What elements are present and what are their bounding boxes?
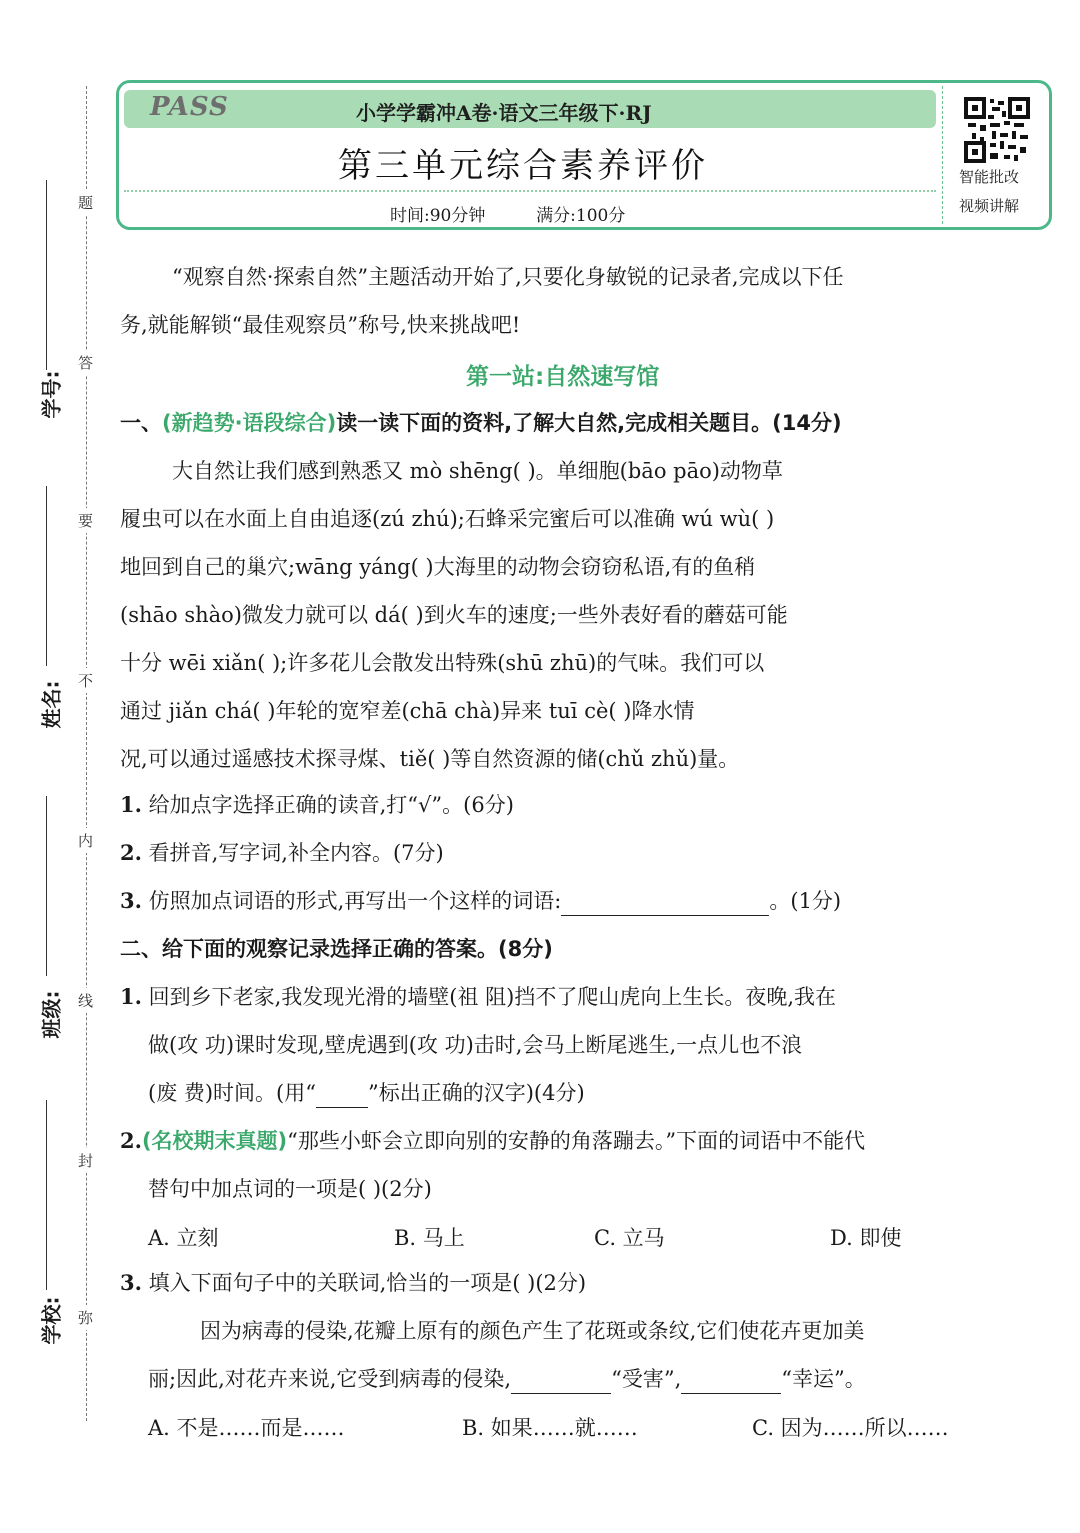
answer-blank[interactable]	[511, 1371, 611, 1394]
full-score: 满分:100分	[536, 206, 626, 226]
qr-divider	[942, 86, 943, 224]
student-id-line[interactable]	[46, 180, 47, 370]
page-title: 第三单元综合素养评价	[338, 146, 708, 186]
question-1-2: 2. 看拼音,写字词,补全内容。(7分)	[120, 840, 444, 865]
qr-caption-video: 视频讲解	[959, 197, 1020, 215]
class-label: 班级:	[39, 990, 64, 1039]
class-line[interactable]	[46, 796, 47, 976]
option-d[interactable]: D. 即使	[830, 1226, 902, 1250]
answer-blank[interactable]	[681, 1371, 781, 1394]
cut-char: 线	[78, 988, 93, 1013]
cut-char: 内	[78, 828, 93, 853]
passage-line: 通过 jiǎn chá( )年轮的宽窄差(chā chà)异来 tuī cè( )降水情	[120, 699, 695, 723]
question-1-3: 3. 仿照加点词语的形式,再写出一个这样的词语: 。(1分)	[120, 886, 1050, 916]
passage-line: 况,可以通过遥感技术探寻煤、tiě( )等自然资源的储(chǔ zhǔ)量。	[120, 747, 740, 771]
cut-char: 要	[78, 508, 93, 533]
question-2-2: 2.(名校期末真题)“那些小虾会立即向别的安静的角落蹦去。”下面的词语中不能代	[120, 1128, 866, 1153]
question-2-1-line: 做(攻 功)课时发现,壁虎遇到(攻 功)击时,会马上断尾逃生,一点儿也不浪	[148, 1033, 803, 1057]
time-limit: 时间:90分钟	[390, 206, 486, 226]
header-divider	[124, 190, 936, 192]
intro-line-2: 务,就能解锁“最佳观察员”称号,快来挑战吧!	[120, 313, 521, 337]
qr-code-icon[interactable]	[964, 97, 1030, 163]
question-2-3-text: 因为病毒的侵染,花瓣上原有的颜色产生了花斑或条纹,它们使花卉更加美	[200, 1319, 865, 1343]
option-c[interactable]: C. 因为……所以……	[752, 1416, 949, 1440]
name-line[interactable]	[46, 486, 47, 666]
cut-char: 封	[78, 1148, 93, 1173]
cut-char: 不	[78, 668, 93, 693]
passage-line: 十分 wēi xiǎn( );许多花儿会散发出特殊(shū zhū)的气味。我们可以	[120, 651, 765, 675]
section1-heading: 一、(新趋势·语段综合)读一读下面的资料,了解大自然,完成相关题目。(14分)	[120, 411, 842, 435]
cut-char: 题	[78, 190, 93, 215]
option-a[interactable]: A. 立刻	[148, 1226, 219, 1250]
intro-line-1: “观察自然·探索自然”主题活动开始了,只要化身敏锐的记录者,完成以下任	[172, 265, 844, 289]
qr-caption-grading: 智能批改	[959, 168, 1020, 186]
question-2-3-text: 丽;因此,对花卉来说,它受到病毒的侵染, “受害”, “幸运”。	[148, 1364, 1078, 1394]
option-a[interactable]: A. 不是……而是……	[148, 1416, 345, 1440]
passage-line: 大自然让我们感到熟悉又 mò shēng( )。单细胞(bāo pāo)动物草	[172, 459, 783, 483]
pass-logo: PASS	[150, 92, 229, 122]
passage-line: 地回到自己的巢穴;wāng yáng( )大海里的动物会窃窃私语,有的鱼稍	[120, 555, 756, 579]
question-1-1: 1. 给加点字选择正确的读音,打“√”。(6分)	[120, 792, 514, 817]
series-name: 小学学霸冲A卷·语文三年级下·RJ	[356, 101, 652, 125]
mark-blank	[316, 1085, 368, 1108]
seal-cut-line	[86, 86, 87, 1421]
exam-info	[390, 201, 625, 226]
question-2-2-tag: (名校期末真题)	[141, 1129, 288, 1153]
question-2-3: 3. 填入下面句子中的关联词,恰当的一项是( )(2分)	[120, 1270, 587, 1295]
passage-line: 履虫可以在水面上自由追逐(zú zhú);石蜂采完蜜后可以准确 wú wù( )	[120, 507, 775, 531]
station-heading: 第一站:自然速写馆	[466, 364, 660, 390]
passage-line: (shāo shào)微发力就可以 dá( )到火车的速度;一些外表好看的蘑菇可能	[120, 603, 788, 627]
section1-tag: (新趋势·语段综合)	[162, 411, 337, 435]
student-id-label: 学号:	[39, 370, 64, 419]
option-b[interactable]: B. 如果……就……	[462, 1416, 638, 1440]
answer-blank[interactable]	[561, 893, 769, 916]
cut-char: 弥	[78, 1305, 93, 1330]
school-line[interactable]	[46, 1100, 47, 1290]
section2-heading: 二、给下面的观察记录选择正确的答案。(8分)	[120, 937, 553, 961]
option-c[interactable]: C. 立马	[594, 1226, 665, 1250]
question-2-1: 1. 回到乡下老家,我发现光滑的墙壁(祖 阻)挡不了爬山虎向上生长。夜晚,我在	[120, 984, 837, 1009]
school-label: 学校:	[39, 1296, 64, 1345]
question-2-1-line: (废 费)时间。(用“ ”标出正确的汉字)(4分)	[148, 1078, 1078, 1108]
question-2-2-line: 替句中加点词的一项是( )(2分)	[148, 1177, 432, 1201]
name-label: 姓名:	[39, 680, 64, 729]
option-b[interactable]: B. 马上	[394, 1226, 465, 1250]
cut-char: 答	[78, 350, 93, 375]
